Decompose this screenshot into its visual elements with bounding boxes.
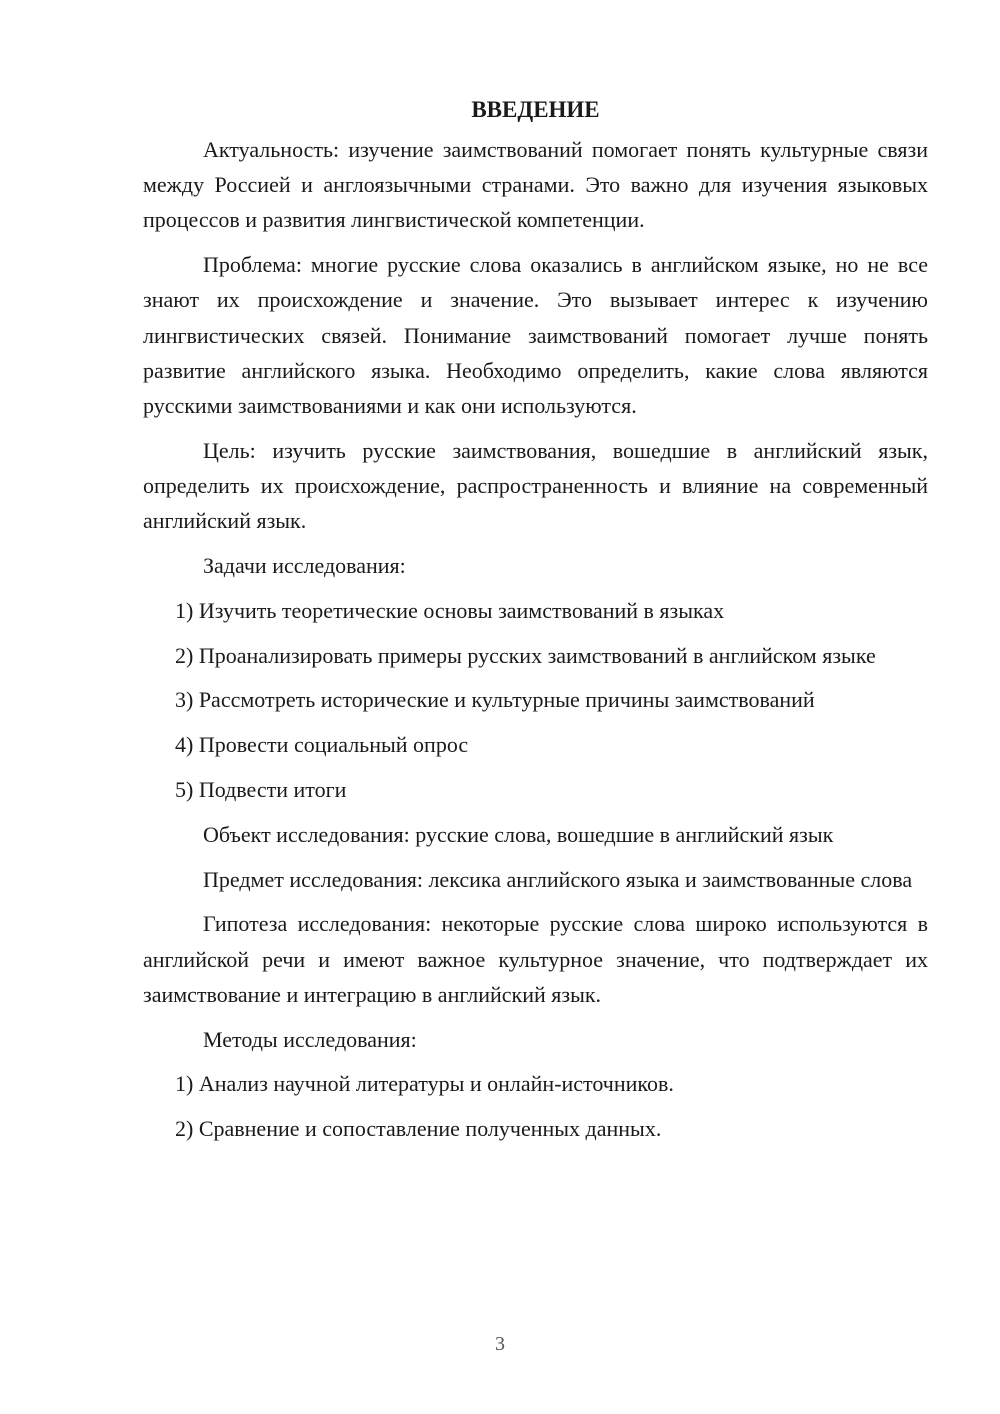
subject-paragraph: Предмет исследования: лексика английского языка и заимствованные слова [203, 866, 913, 892]
task-item: 3) Рассмотреть исторические и культурные причины заимствований [175, 687, 815, 713]
task-item: 4) Провести социальный опрос [175, 732, 469, 758]
page-number: 3 [495, 1333, 505, 1355]
tasks-heading: Задачи исследования: [203, 553, 406, 579]
document-page [143, 92, 928, 1156]
method-item: 2) Сравнение и сопоставление полученных данных. [175, 1116, 662, 1142]
object-paragraph: Объект исследования: русские слова, вошедшие в английский язык [203, 821, 834, 847]
methods-heading: Методы исследования: [203, 1026, 417, 1052]
page-title: ВВЕДЕНИЕ [471, 97, 600, 122]
task-item: 5) Подвести итоги [175, 777, 347, 802]
goal-paragraph: Цель: изучить русские заимствования, вошедшие в английский язык, определить их происхождение, распространенность и влияние на современный английский язык. [143, 437, 928, 534]
relevance-paragraph: Актуальность: изучение заимствований помогает понять культурные связи между Россией и англоязычными странами. Это важно для изучения языковых процессов и развития лингвистической компетенции. [143, 137, 928, 233]
method-item: 1) Анализ научной литературы и онлайн-источников. [175, 1071, 674, 1097]
task-item: 2) Проанализировать примеры русских заимствований в английском языке [175, 642, 876, 668]
task-item: 1) Изучить теоретические основы заимствований в языках [175, 597, 725, 623]
problem-paragraph: Проблема: многие русские слова оказались в английском языке, но не все знают их происхождение и значение. Это вызывает интерес к изучению лингвистических связей. Понимание заимствований помогает лучше понять развитие английского языка. Необходимо определить, какие слова являются русскими заимствованиями и как они используются. [143, 252, 928, 419]
hypothesis-paragraph: Гипотеза исследования: некоторые русские слова широко используются в английской речи и имеют важное культурное значение, что подтверждает их заимствование и интеграцию в английский язык. [143, 911, 928, 1007]
